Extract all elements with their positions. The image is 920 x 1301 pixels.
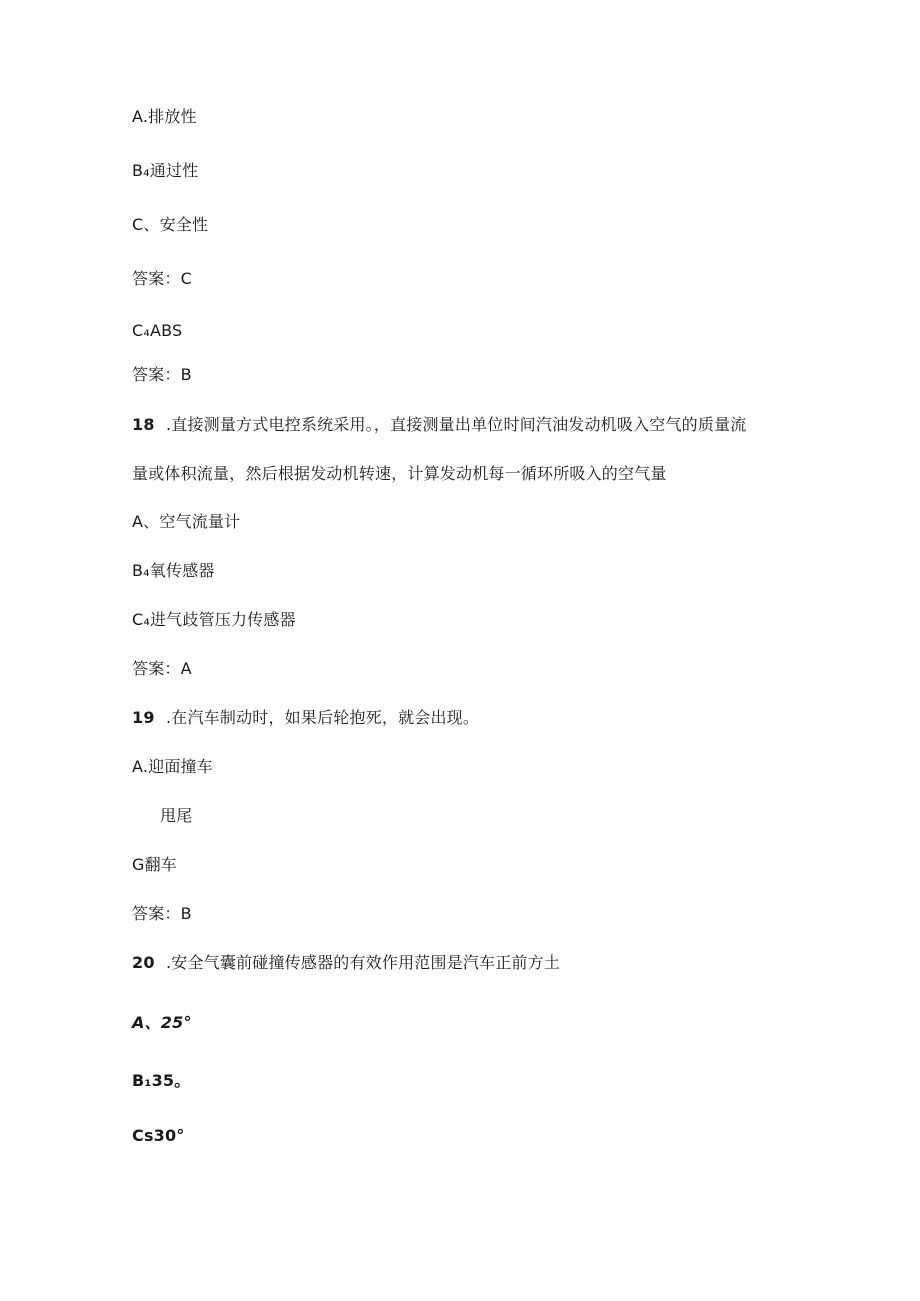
question-18-text-1: .直接测量方式电控系统采用。，直接测量出单位时间汽油发动机吸入空气的质量流: [166, 415, 747, 434]
question-20: [132, 952, 560, 974]
answer-b: 答案：B: [132, 365, 192, 384]
answer-b-q19: 答案：B: [132, 904, 192, 923]
question-18-number: 18: [132, 415, 155, 434]
question-19: [132, 707, 479, 729]
answer-c: 答案：C: [132, 269, 192, 288]
question-18-line-1: [132, 414, 747, 436]
option-a-25-degrees: [132, 1012, 192, 1034]
option-a-emission: A.排放性: [132, 107, 197, 126]
option-b-oxygen-sensor: B₄氧传感器: [132, 561, 215, 580]
option-a-25-text: A、25°: [132, 1013, 192, 1032]
option-c-abs: C₄ABS: [132, 321, 183, 340]
question-18-line-2: 量或体积流量，然后根据发动机转速，计算发动机每一循环所吸入的空气量: [132, 464, 667, 483]
option-b-passability: B₄通过性: [132, 161, 199, 180]
option-c-rollover: G翻车: [132, 855, 177, 874]
option-a-head-on-collision: A.迎面撞车: [132, 757, 213, 776]
answer-a: 答案：A: [132, 659, 192, 678]
option-c-safety: C、安全性: [132, 215, 209, 234]
question-19-number: 19: [132, 708, 155, 727]
option-b-tail-swing: 甩尾: [160, 806, 193, 825]
question-20-text: .安全气囊前碰撞传感器的有效作用范围是汽车正前方土: [166, 953, 561, 972]
question-19-text: .在汽车制动时，如果后轮抱死，就会出现。: [166, 708, 480, 727]
question-20-number: 20: [132, 953, 155, 972]
option-a-air-flow-meter: A、空气流量计: [132, 512, 241, 531]
option-c-manifold-pressure-sensor: C₄进气歧管压力传感器: [132, 610, 296, 629]
option-b-35-degrees: B₁35。: [132, 1071, 191, 1090]
option-c-30-degrees: Cs30°: [132, 1126, 185, 1145]
